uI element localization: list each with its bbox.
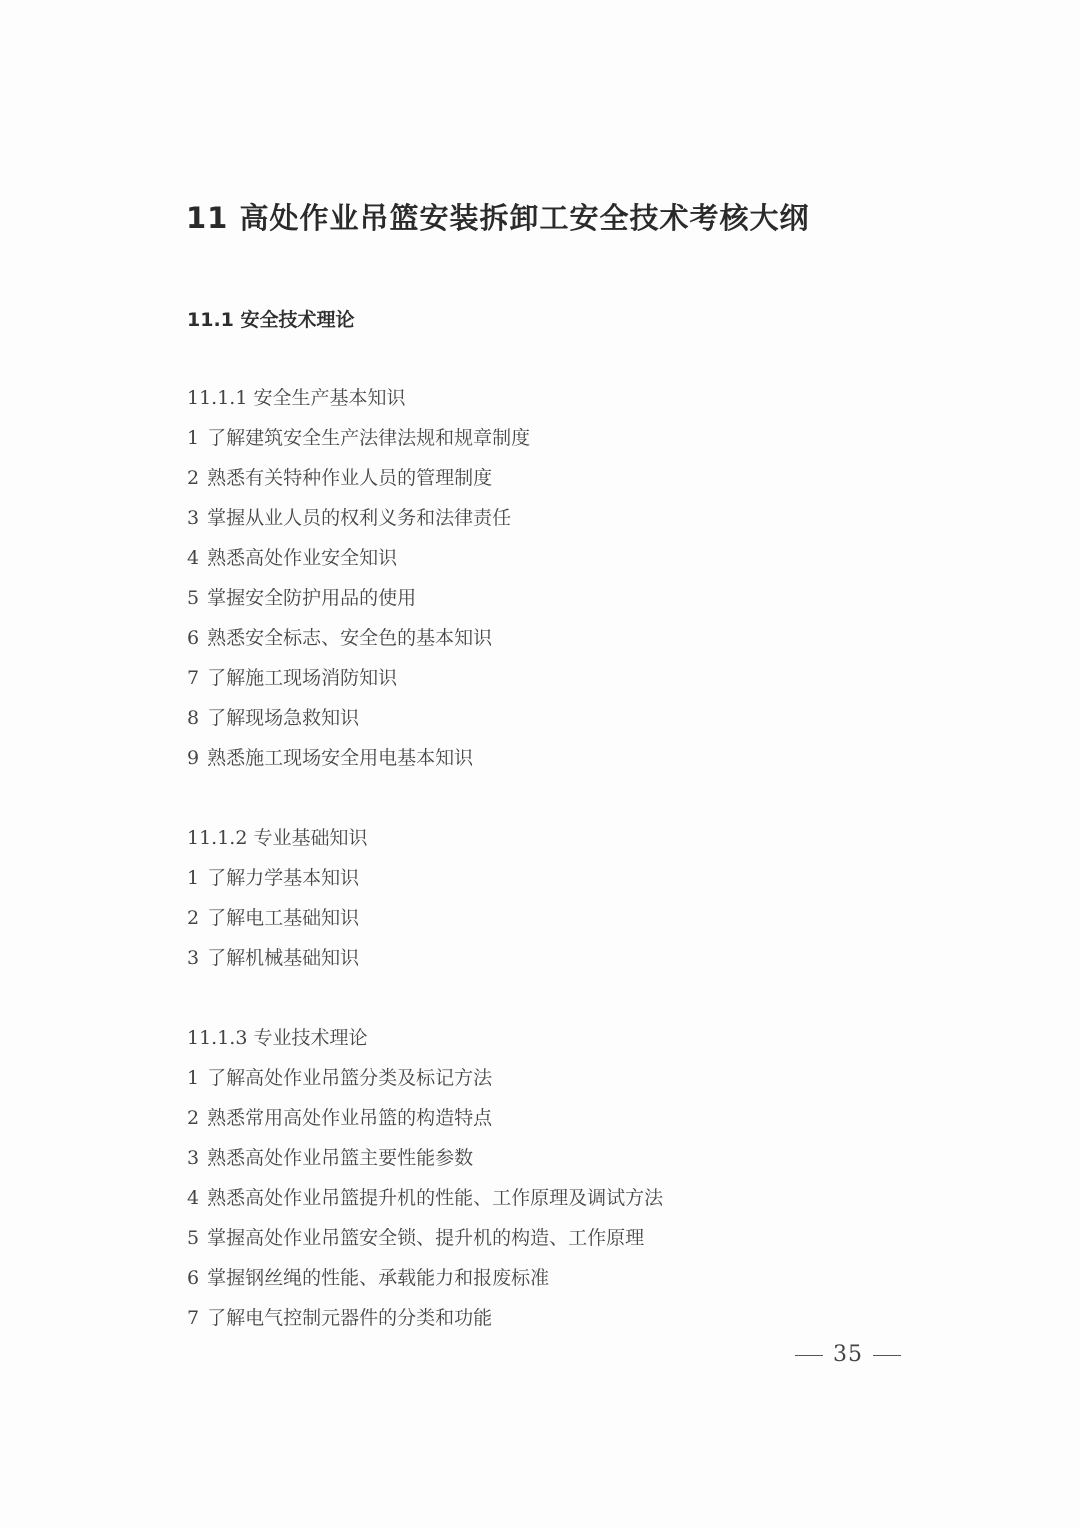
item-text: 了解机械基础知识 (207, 947, 360, 969)
list-item (187, 898, 887, 938)
list-item (187, 458, 887, 498)
list-item (187, 858, 887, 898)
item-number: 4 (187, 547, 200, 569)
item-text: 了解电工基础知识 (207, 907, 360, 929)
list-item (187, 618, 887, 658)
subsection-heading: 11.1.1 安全生产基本知识 (187, 387, 406, 409)
item-number: 9 (187, 747, 200, 769)
item-number: 7 (187, 1307, 200, 1329)
item-text: 掌握从业人员的权利义务和法律责任 (207, 507, 512, 529)
subsection-professional-basics (187, 818, 887, 978)
item-text: 熟悉安全标志、安全色的基本知识 (207, 627, 493, 649)
item-number: 7 (187, 667, 200, 689)
item-number: 1 (187, 867, 200, 889)
item-number: 2 (187, 907, 200, 929)
subsection-heading: 11.1.2 专业基础知识 (187, 827, 368, 849)
item-text: 熟悉高处作业吊篮提升机的性能、工作原理及调试方法 (207, 1187, 664, 1209)
dash-right (873, 1355, 901, 1356)
list-item (187, 1178, 887, 1218)
item-text: 掌握安全防护用品的使用 (207, 587, 417, 609)
list-item (187, 658, 887, 698)
list-item (187, 1098, 887, 1138)
list-item (187, 1058, 887, 1098)
item-text: 了解施工现场消防知识 (207, 667, 398, 689)
item-number: 2 (187, 467, 200, 489)
list-item (187, 498, 887, 538)
list-item (187, 418, 887, 458)
item-number: 8 (187, 707, 200, 729)
list-item (187, 1298, 887, 1338)
subsection-safety-basics (187, 378, 887, 778)
item-number: 2 (187, 1107, 200, 1129)
item-text: 了解电气控制元器件的分类和功能 (207, 1307, 493, 1329)
item-text: 了解高处作业吊篮分类及标记方法 (207, 1067, 493, 1089)
item-text: 熟悉有关特种作业人员的管理制度 (207, 467, 493, 489)
section-title: 11.1 安全技术理论 (187, 309, 355, 331)
item-number: 6 (187, 1267, 200, 1289)
list-item (187, 538, 887, 578)
item-text: 熟悉常用高处作业吊篮的构造特点 (207, 1107, 493, 1129)
item-text: 熟悉高处作业吊篮主要性能参数 (207, 1147, 474, 1169)
item-text: 了解现场急救知识 (207, 707, 360, 729)
item-number: 5 (187, 1227, 200, 1249)
item-text: 了解建筑安全生产法律法规和规章制度 (207, 427, 531, 449)
subsection-heading: 11.1.3 专业技术理论 (187, 1027, 368, 1049)
item-number: 3 (187, 507, 200, 529)
page-number (795, 1342, 901, 1367)
item-number: 5 (187, 587, 200, 609)
subsection-technical-theory (187, 1018, 887, 1338)
item-number: 6 (187, 627, 200, 649)
item-text: 掌握高处作业吊篮安全锁、提升机的构造、工作原理 (207, 1227, 645, 1249)
list-item (187, 738, 887, 778)
list-item (187, 1258, 887, 1298)
item-number: 1 (187, 427, 200, 449)
list-item (187, 1218, 887, 1258)
list-item (187, 1138, 887, 1178)
list-item (187, 698, 887, 738)
item-number: 4 (187, 1187, 200, 1209)
item-text: 熟悉高处作业安全知识 (207, 547, 398, 569)
page-number-value: 35 (833, 1342, 863, 1367)
item-text: 掌握钢丝绳的性能、承载能力和报废标准 (207, 1267, 550, 1289)
item-text: 了解力学基本知识 (207, 867, 360, 889)
item-number: 3 (187, 947, 200, 969)
item-text: 熟悉施工现场安全用电基本知识 (207, 747, 474, 769)
item-number: 3 (187, 1147, 200, 1169)
dash-left (795, 1355, 823, 1356)
list-item (187, 938, 887, 978)
item-number: 1 (187, 1067, 200, 1089)
chapter-title: 11 高处作业吊篮安装拆卸工安全技术考核大纲 (186, 201, 810, 235)
list-item (187, 578, 887, 618)
